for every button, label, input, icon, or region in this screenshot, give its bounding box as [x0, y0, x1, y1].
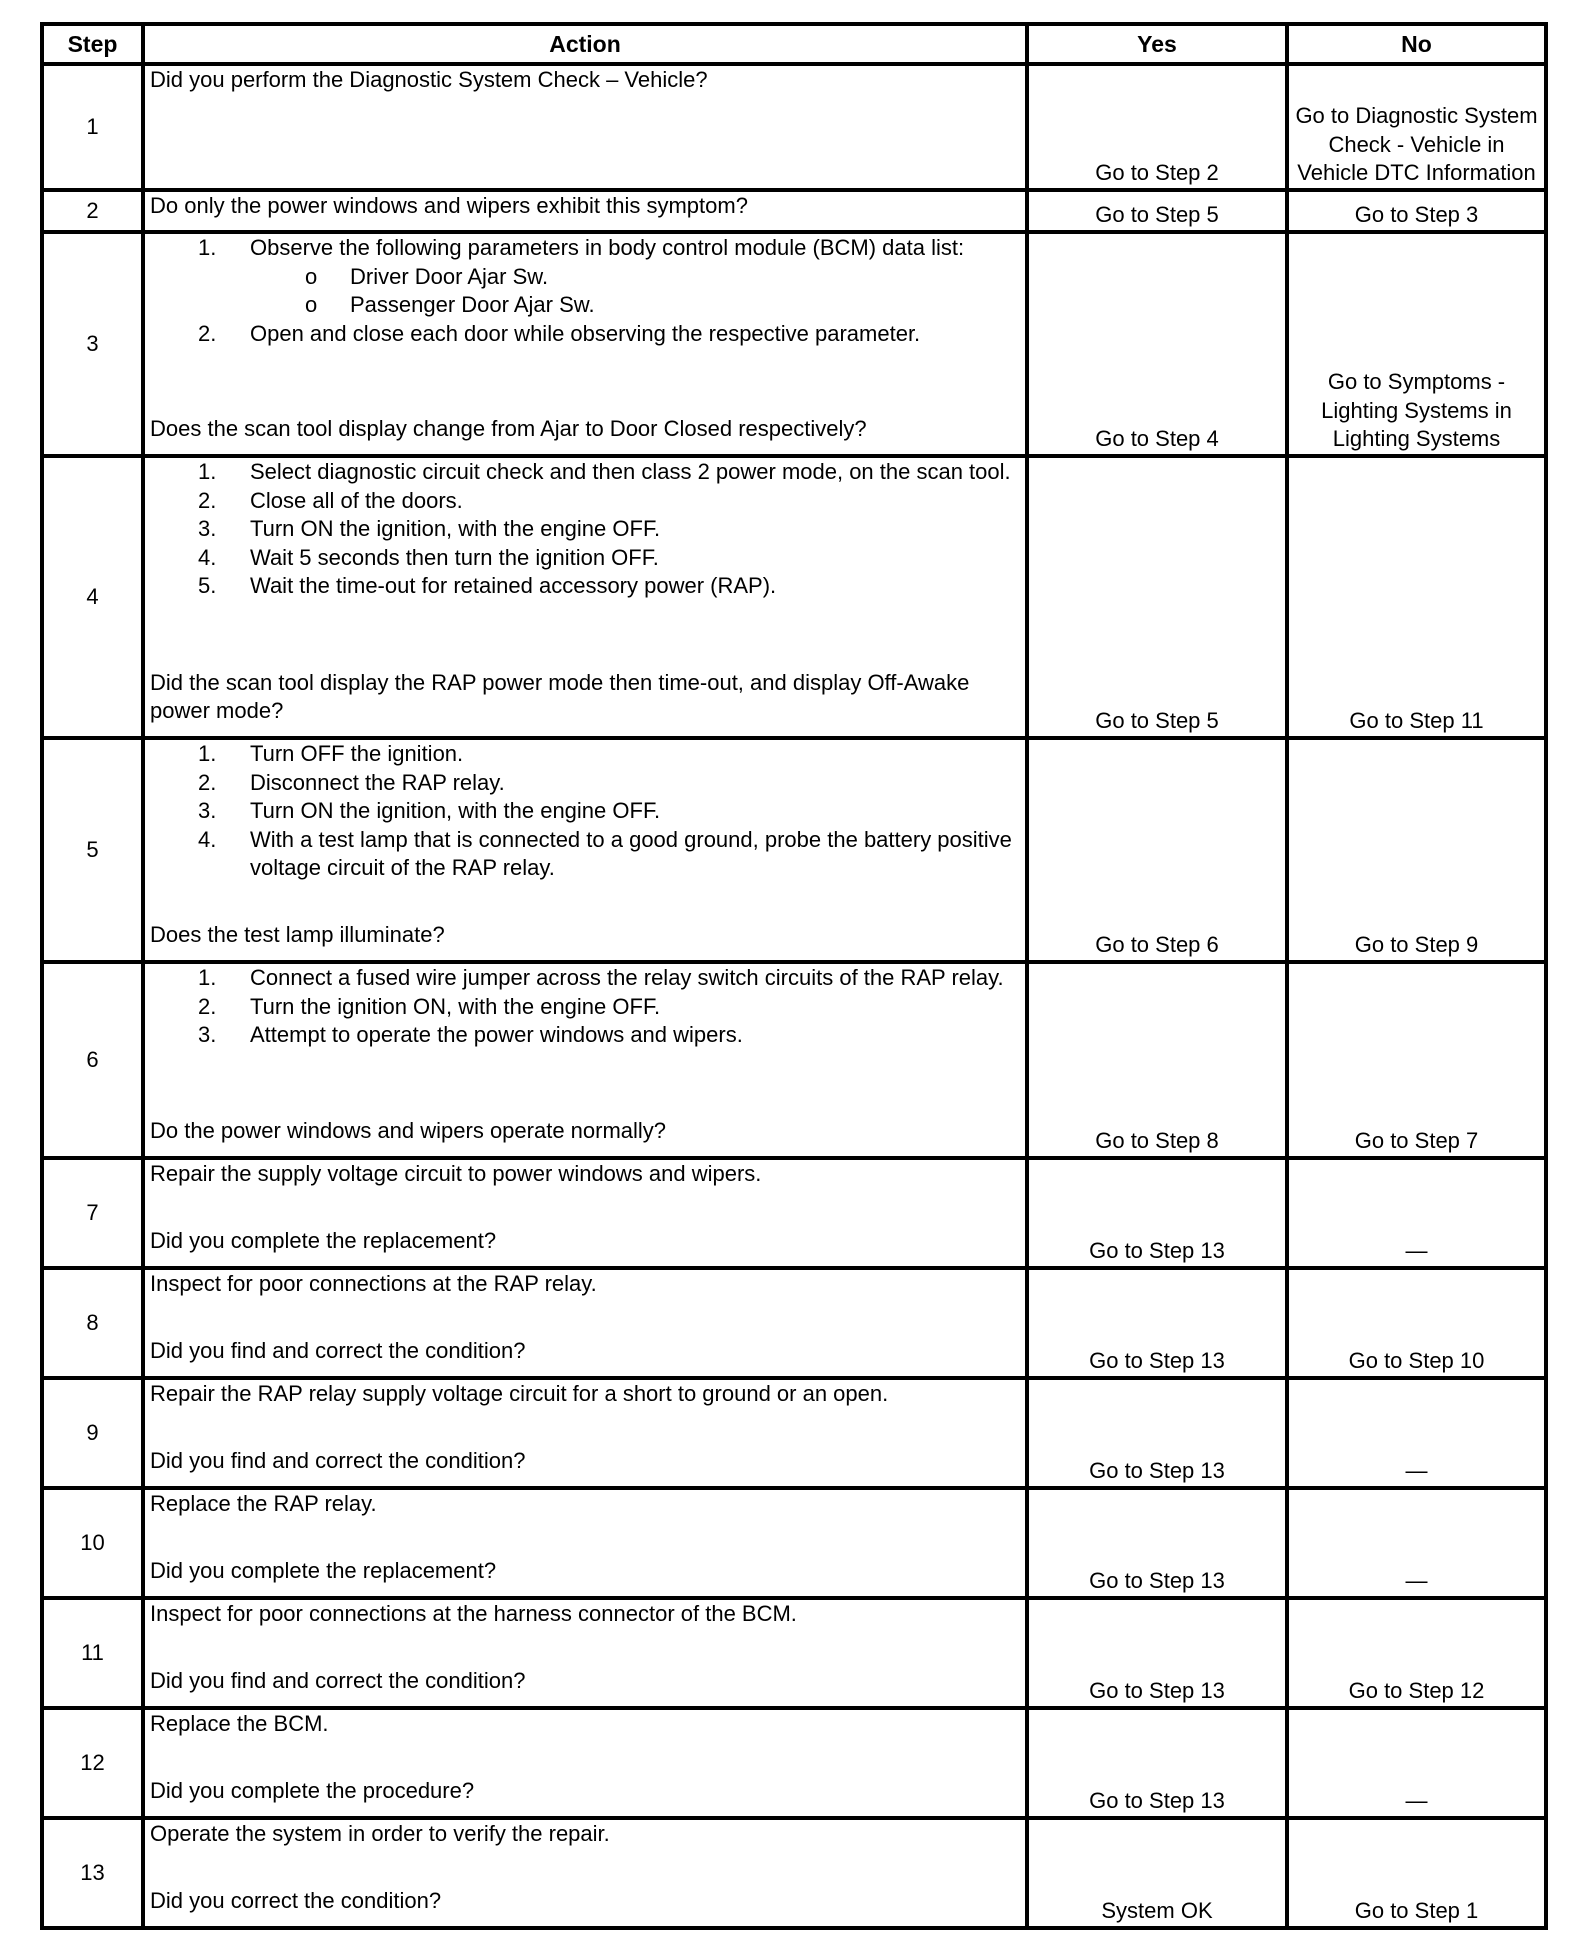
step-number: 7 [42, 1158, 143, 1268]
instruction-item [250, 234, 1020, 320]
no-result: Go to Step 9 [1287, 738, 1546, 962]
action-cell [143, 1598, 1027, 1708]
instruction-text: Select diagnostic circuit check and then class 2 power mode, on the scan tool. [250, 459, 1011, 484]
instruction-text: Close all of the doors. [250, 487, 463, 513]
action-cell [143, 232, 1027, 456]
table-row [42, 1488, 1546, 1598]
no-result: Go to Step 3 [1287, 190, 1546, 232]
action-text: Inspect for poor connections at the RAP relay. [150, 1271, 597, 1296]
table-row [42, 1818, 1546, 1928]
table-row [42, 64, 1546, 190]
yes-result: Go to Step 13 [1027, 1268, 1287, 1378]
table-row [42, 190, 1546, 232]
action-text: Inspect for poor connections at the harness connector of the BCM. [150, 1601, 797, 1626]
yes-result: Go to Step 4 [1027, 232, 1287, 456]
action-question: Did you complete the replacement? [150, 1558, 497, 1584]
instruction-text: Turn the ignition ON, with the engine OFF. [250, 993, 661, 1019]
action-question: Did you correct the condition? [150, 1888, 442, 1914]
action-question: Do the power windows and wipers operate normally? [150, 1118, 667, 1144]
step-number: 12 [42, 1708, 143, 1818]
step-number: 3 [42, 232, 143, 456]
table-row [42, 1378, 1546, 1488]
instruction-text: Turn ON the ignition, with the engine OFF. [250, 516, 661, 542]
instruction-item [250, 458, 1020, 487]
instruction-text: With a test lamp that is connected to a good ground, probe the battery positive voltage circuit of the RAP relay. [250, 826, 1012, 881]
instruction-text: Open and close each door while observing the respective parameter. [250, 320, 921, 346]
action-cell [143, 1268, 1027, 1378]
no-result: Go to Diagnostic System Check - Vehicle in Vehicle DTC Information [1287, 64, 1546, 190]
no-result: — [1287, 1378, 1546, 1488]
action-text: Do only the power windows and wipers exhibit this symptom? [150, 193, 748, 218]
header-row [42, 24, 1546, 64]
table-row [42, 738, 1546, 962]
instruction-text: Turn OFF the ignition. [250, 741, 464, 766]
action-question: Does the scan tool display change from Ajar to Door Closed respectively? [150, 416, 867, 442]
action-question: Does the test lamp illuminate? [150, 922, 445, 948]
step-number: 11 [42, 1598, 143, 1708]
instruction-item [250, 320, 1020, 349]
instruction-item [250, 964, 1020, 993]
action-question: Did you complete the procedure? [150, 1778, 475, 1804]
yes-result: Go to Step 13 [1027, 1378, 1287, 1488]
step-number: 5 [42, 738, 143, 962]
action-cell [143, 962, 1027, 1158]
no-result: Go to Step 11 [1287, 456, 1546, 738]
step-number: 2 [42, 190, 143, 232]
instruction-text: Wait the time-out for retained accessory power (RAP). [250, 573, 777, 599]
action-cell [143, 1708, 1027, 1818]
step-number: 1 [42, 64, 143, 190]
no-result: — [1287, 1488, 1546, 1598]
action-cell [143, 190, 1027, 232]
no-result: Go to Step 1 [1287, 1818, 1546, 1928]
no-result: — [1287, 1708, 1546, 1818]
instruction-item [250, 544, 1020, 573]
instruction-item [250, 797, 1020, 826]
action-cell [143, 64, 1027, 190]
instruction-item [250, 1021, 1020, 1050]
instruction-item [250, 572, 1020, 601]
step-number: 6 [42, 962, 143, 1158]
action-question: Did you find and correct the condition? [150, 1338, 526, 1364]
instruction-text: Wait 5 seconds then turn the ignition OFF. [250, 544, 659, 570]
step-number: 9 [42, 1378, 143, 1488]
yes-result: Go to Step 13 [1027, 1708, 1287, 1818]
yes-result: Go to Step 13 [1027, 1598, 1287, 1708]
header-step: Step [42, 24, 143, 64]
parameter-list [250, 263, 1020, 320]
instruction-item [250, 769, 1020, 798]
step-number: 10 [42, 1488, 143, 1598]
header-action: Action [143, 24, 1027, 64]
no-result: Go to Step 7 [1287, 962, 1546, 1158]
action-text: Repair the supply voltage circuit to power windows and wipers. [150, 1161, 762, 1186]
table-row [42, 1598, 1546, 1708]
parameter-item: o Passenger Door Ajar Sw. [350, 291, 1020, 320]
table-row [42, 1268, 1546, 1378]
action-question: Did you find and correct the condition? [150, 1448, 526, 1474]
instruction-item [250, 993, 1020, 1022]
yes-result: Go to Step 8 [1027, 962, 1287, 1158]
instruction-item [250, 487, 1020, 516]
table-row [42, 1708, 1546, 1818]
table-row [42, 1158, 1546, 1268]
instruction-list [150, 964, 1020, 1050]
yes-result: Go to Step 5 [1027, 456, 1287, 738]
instruction-text: Attempt to operate the power windows and wipers. [250, 1022, 743, 1048]
action-text: Replace the BCM. [150, 1711, 329, 1736]
instruction-text: Disconnect the RAP relay. [250, 769, 505, 795]
table-row [42, 232, 1546, 456]
yes-result: Go to Step 6 [1027, 738, 1287, 962]
action-cell [143, 1488, 1027, 1598]
action-cell [143, 1818, 1027, 1928]
action-cell [143, 1158, 1027, 1268]
instruction-list [150, 458, 1020, 601]
action-text: Repair the RAP relay supply voltage circuit for a short to ground or an open. [150, 1381, 889, 1406]
instruction-list [150, 740, 1020, 883]
instruction-text: Connect a fused wire jumper across the relay switch circuits of the RAP relay. [250, 965, 1004, 990]
no-result: Go to Step 12 [1287, 1598, 1546, 1708]
yes-result: Go to Step 13 [1027, 1488, 1287, 1598]
diagnostic-table [40, 22, 1548, 1930]
step-number: 8 [42, 1268, 143, 1378]
yes-result: System OK [1027, 1818, 1287, 1928]
action-question: Did you complete the replacement? [150, 1228, 497, 1254]
header-no: No [1287, 24, 1546, 64]
action-cell [143, 456, 1027, 738]
action-text: Did you perform the Diagnostic System Check – Vehicle? [150, 67, 708, 92]
no-result: Go to Symptoms - Lighting Systems in Lighting Systems [1287, 232, 1546, 456]
header-yes: Yes [1027, 24, 1287, 64]
step-number: 4 [42, 456, 143, 738]
yes-result: Go to Step 13 [1027, 1158, 1287, 1268]
parameter-item: o Driver Door Ajar Sw. [350, 263, 1020, 292]
action-text: Operate the system in order to verify the repair. [150, 1821, 610, 1846]
action-cell [143, 738, 1027, 962]
instruction-item [250, 826, 1020, 883]
instruction-text: Turn ON the ignition, with the engine OFF. [250, 798, 661, 824]
instruction-item [250, 515, 1020, 544]
step-number: 13 [42, 1818, 143, 1928]
yes-result: Go to Step 5 [1027, 190, 1287, 232]
instruction-text: Observe the following parameters in body control module (BCM) data list: [250, 235, 965, 260]
no-result: Go to Step 10 [1287, 1268, 1546, 1378]
table-row [42, 962, 1546, 1158]
action-cell [143, 1378, 1027, 1488]
instruction-list [150, 234, 1020, 348]
yes-result: Go to Step 2 [1027, 64, 1287, 190]
action-text: Replace the RAP relay. [150, 1491, 377, 1516]
action-question: Did the scan tool display the RAP power mode then time-out, and display Off-Awake power mode? [150, 669, 970, 724]
table-row [42, 456, 1546, 738]
no-result: — [1287, 1158, 1546, 1268]
action-question: Did you find and correct the condition? [150, 1668, 526, 1694]
instruction-item [250, 740, 1020, 769]
